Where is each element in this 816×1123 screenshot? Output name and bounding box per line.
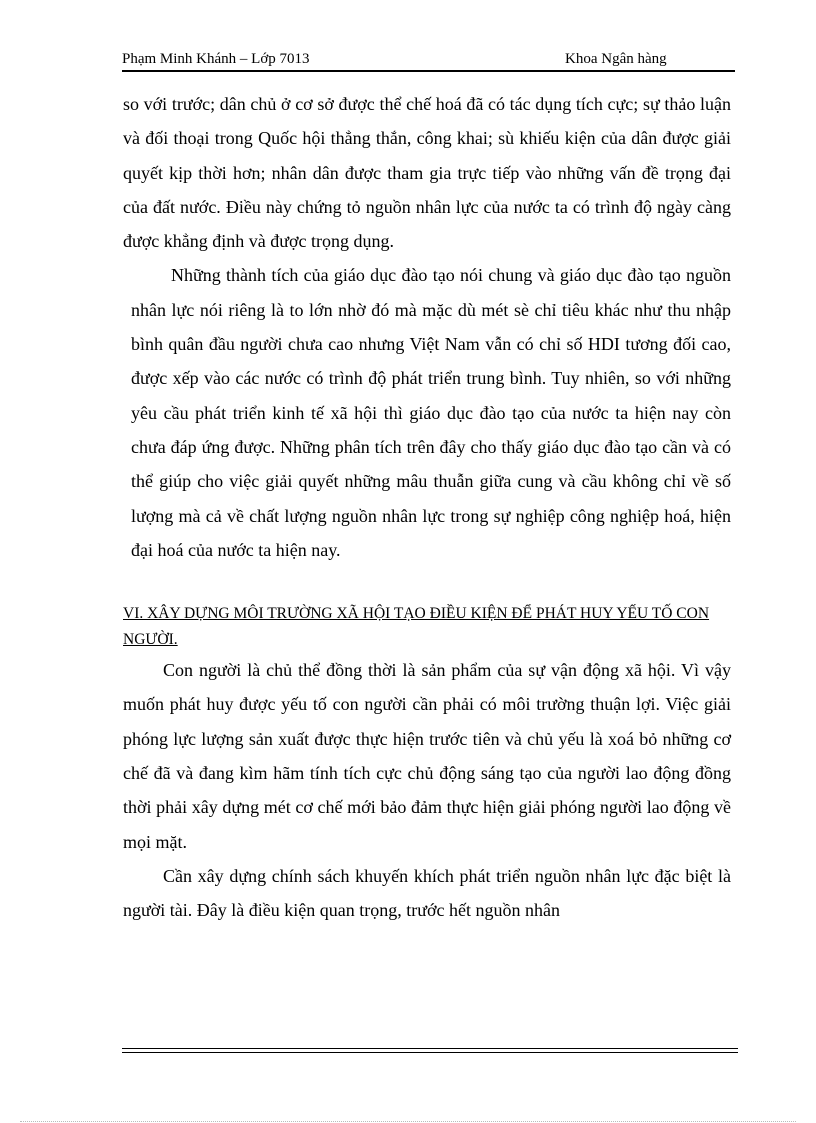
section-spacer [123,567,731,601]
paragraph-education-achievements: Những thành tích của giáo dục đào tạo nói chung và giáo dục đào tạo nguồn nhân lực nói riêng là to lớn nhờ đó mà mặc dù mét sè chỉ tiêu khác như thu nhập bình quân đầu người chưa cao nhưng Việt Nam vẫn có chỉ số HDI tương đối cao, được xếp vào các nước có trình độ phát triển trung bình. Tuy nhiên, so với những yêu cầu phát triển kinh tế xã hội thì giáo dục đào tạo của nước ta hiện nay còn chưa đáp ứng được. Những phân tích trên đây cho thấy giáo dục đào tạo cần và có thể giúp cho việc giải quyết những mâu thuẫn giữa cung và cầu không chỉ về số lượng mà cả về chất lượng nguồn nhân lực trong sự nghiệp công nghiệp hoá, hiện đại hoá của nước ta hiện nay. [131,265,731,560]
header-rule [122,70,735,72]
footer-double-rule [122,1048,738,1053]
paragraph-social-environment: Con người là chủ thể đồng thời là sản phẩm của sự vận động xã hội. Vì vậy muốn phát huy được yếu tố con người cần phải có môi trường thuận lợi. Việc giải phóng lực lượng sản xuất được thực hiện trước tiên và chủ yếu là xoá bỏ những cơ chế đã và đang kìm hãm tính tích cực chủ động sáng tạo của người lao động đồng thời phải xây dựng mét cơ chế mới bảo đảm thực hiện giải phóng người lao động về mọi mặt. [123,660,731,852]
section-heading: VI. XÂY DỰNG MÔI TRƯỜNG XÃ HỘI TẠO ĐIỀU KIỆN ĐỂ PHÁT HUY YẾU TỐ CON NGƯỜI. [123,605,710,649]
paragraph-intro-continuation: so với trước; dân chủ ở cơ sở được thể chế hoá đã có tác dụng tích cực; sự thảo luận và đối thoại trong Quốc hội thẳng thắn, công khai; sù khiếu kiện của dân được giải quyết kịp thời hơn; nhân dân được tham gia trực tiếp vào những vấn đề trọng đại của đất nước. Điều này chứng tỏ nguồn nhân lực của nước ta có trình độ ngày càng được khẳng định và được trọng dụng. [123,94,731,252]
page-header [122,48,735,70]
paragraph-talent-policy: Cần xây dựng chính sách khuyến khích phát triển nguồn nhân lực đặc biệt là người tài. Đây là điều kiện quan trọng, trước hết nguồn nhân [123,865,731,921]
header-author-class: Phạm Minh Khánh – Lớp 7013 [122,51,310,67]
header-faculty: Khoa Ngân hàng [565,51,667,67]
page-edge-dotted-line [20,1121,796,1122]
document-body [123,87,731,928]
